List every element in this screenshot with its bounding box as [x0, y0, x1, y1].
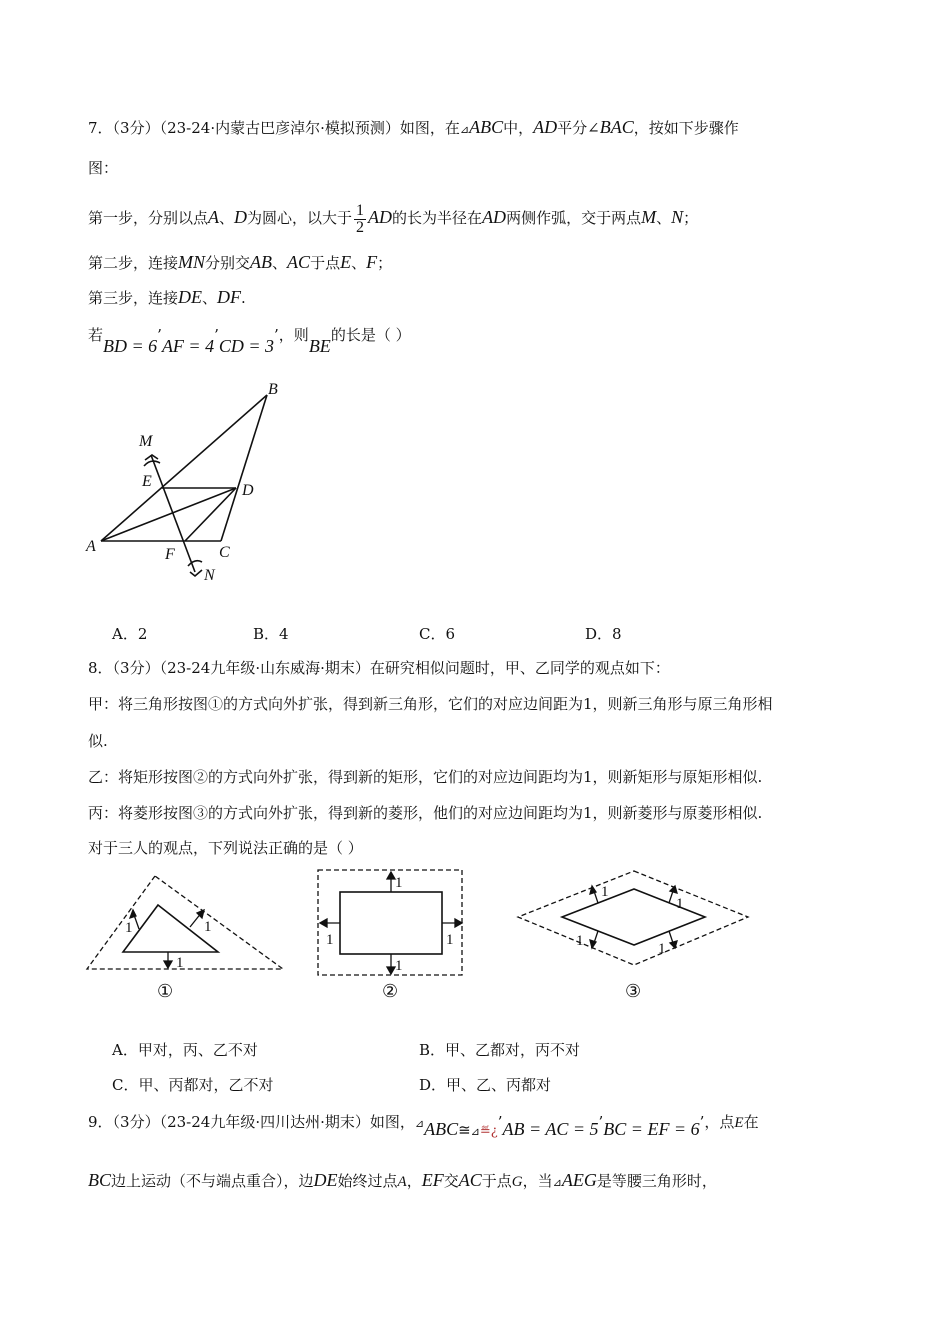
dist-label: 1 — [125, 920, 133, 936]
arc-m2 — [145, 455, 158, 460]
segment-df — [185, 488, 236, 541]
q7-step1: 第一步，分别以点A、D为圆心，以大于 $\frac{1}{2}$ AD的长为半径在AD两侧作弧，交于两点M、N； — [88, 201, 699, 236]
math-bac: BAC — [599, 117, 634, 137]
q8-stem-line1: 8．（3分）（23-24九年级·山东威海·期末）在研究相似问题时，甲、乙同学的观点如下： — [88, 659, 670, 677]
segment-mn — [151, 455, 195, 572]
q8-bing: 丙：将菱形按图③的方式向外扩张，得到新的菱形，他们的对应边间距均为1，则新菱形与原菱形相似. — [88, 804, 763, 822]
label-d: D — [242, 482, 254, 499]
q7-condition: 若BD = 6’AF = 4’CD = 3’，则BE的长是（ ） — [88, 326, 411, 356]
dist-label: 1 — [395, 958, 403, 974]
arc-n — [188, 561, 202, 566]
label-a: A — [86, 538, 96, 555]
q7-stem-line2: 图： — [88, 159, 119, 177]
label-m: M — [139, 433, 153, 450]
dist-label: 1 — [676, 896, 684, 912]
math-cd: CD = 3 — [218, 336, 275, 356]
figure-triangle — [87, 876, 283, 1001]
dist-label: 1 — [658, 941, 666, 957]
triangle-symbol: ⊿ — [459, 123, 470, 136]
q7-step2: 第二步，连接MN分别交AB、AC于点E、F； — [88, 252, 393, 272]
math-af: AF = 4 — [161, 336, 215, 356]
dist-label: 1 — [601, 884, 609, 900]
q9-stem-line1: 9．（3分）（23-24九年级·四川达州·期末）如图，$⊿ABC≅_⊿≝¿’AB$ = AC = 5’BC = EF = 6’，点E在 — [88, 1113, 759, 1139]
figure-rectangle — [318, 870, 462, 1001]
q7-option-d[interactable]: D．8 — [585, 625, 622, 643]
q7-option-b[interactable]: B．4 — [253, 625, 289, 643]
q7-stem-line1: 7．（3分）（23-24·内蒙古巴彦淖尔·模拟预测）如图，在⊿ABC中，AD平分∠BAC，按如下步骤作 — [88, 117, 739, 137]
math-be: BE — [308, 336, 331, 356]
fig-label-3: ③ — [625, 981, 642, 1001]
q9-stem-line2: BC边上运动（不与端点重合），边DE始终过点A，EF交AC于点G，当⊿AEG是等腰三角形时， — [88, 1170, 717, 1190]
q8-option-d[interactable]: D．甲、乙、丙都对 — [419, 1076, 552, 1094]
label-f: F — [165, 546, 175, 563]
dist-label: 1 — [176, 955, 184, 971]
dist-label: 1 — [576, 933, 584, 949]
q7-step3: 第三步，连接DE、DF. — [88, 287, 246, 307]
segment-bc — [221, 395, 267, 541]
q7-option-a[interactable]: A．2 — [112, 625, 148, 643]
q8-jia-a: 甲：将三角形按图①的方式向外扩张，得到新三角形，它们的对应边间距为1，则新三角形与原三角形相 — [88, 695, 773, 713]
math-ad: AD — [533, 117, 558, 137]
math-bd: BD = 6 — [103, 336, 158, 356]
q7-option-c[interactable]: C．6 — [419, 625, 456, 643]
label-b: B — [268, 381, 278, 398]
fig-label-2: ② — [382, 981, 399, 1001]
q8-question: 对于三人的观点，下列说法正确的是（ ） — [88, 839, 363, 857]
dist-label: 1 — [326, 932, 334, 948]
dist-label: 1 — [446, 932, 454, 948]
q8-yi: 乙：将矩形按图②的方式向外扩张，得到新的矩形，它们的对应边间距均为1，则新矩形与原矩形相似. — [88, 768, 763, 786]
label-e: E — [142, 473, 152, 490]
segment-ad — [101, 488, 236, 541]
triangle-symbol: ⊿ — [414, 1117, 425, 1130]
q8-option-a[interactable]: A．甲对，丙、乙不对 — [112, 1041, 258, 1059]
triangle-symbol: ⊿ — [552, 1176, 562, 1189]
label-n: N — [204, 567, 215, 584]
figure-rhombus — [518, 871, 748, 1001]
math-abc: ABC — [469, 117, 504, 137]
arc-m — [144, 461, 160, 466]
arc-n2 — [190, 570, 202, 576]
fraction-one-half: $\frac{1}{2}$ — [356, 201, 365, 236]
triangle-symbol: ⊿ — [470, 1125, 480, 1138]
angle-symbol: ∠ — [587, 119, 600, 137]
label-c: C — [219, 544, 230, 561]
segment-ab — [101, 395, 267, 541]
q8-option-c[interactable]: C．甲、丙都对，乙不对 — [112, 1076, 274, 1094]
q8-jia-b: 似. — [88, 732, 108, 750]
q8-option-b[interactable]: B．甲、乙都对，丙不对 — [419, 1041, 581, 1059]
dist-label: 1 — [395, 875, 403, 891]
fig-label-1: ① — [157, 981, 174, 1001]
dist-label: 1 — [204, 919, 212, 935]
